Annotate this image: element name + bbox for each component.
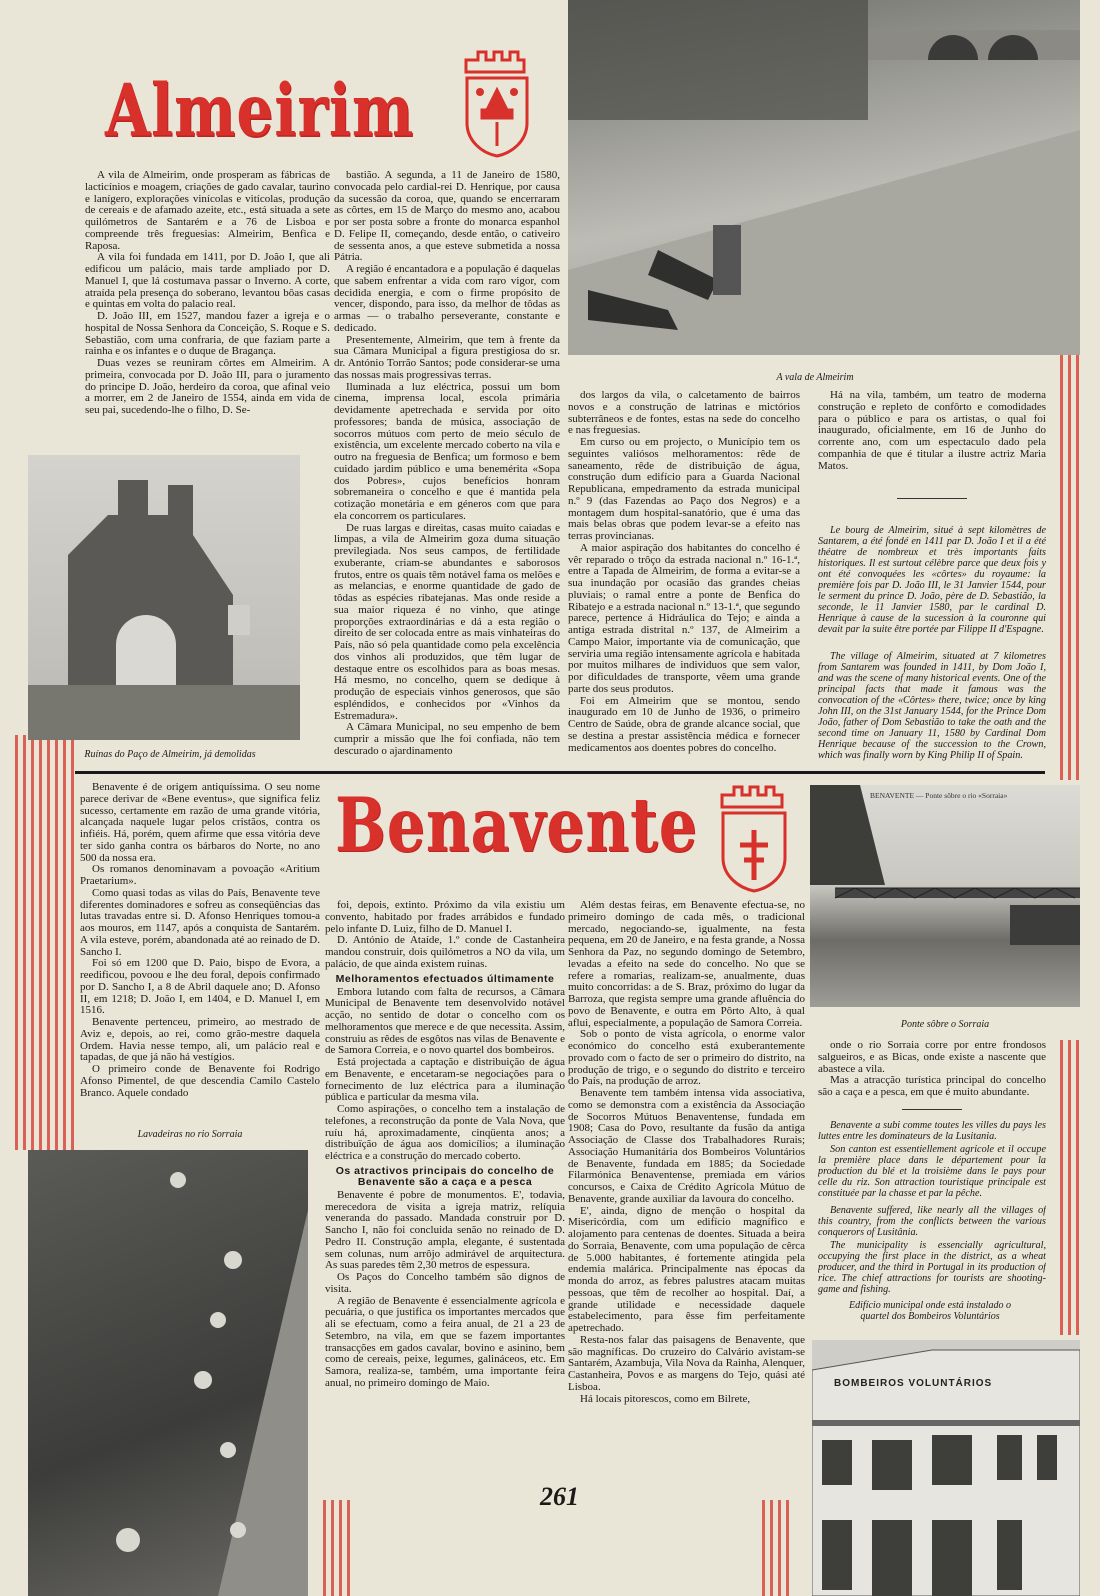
decorative-red-strip xyxy=(1060,355,1082,780)
caption-ruinas: Ruínas do Paço de Almeirim, já demolidas xyxy=(84,749,256,760)
paragraph: Presentemente, Almeirim, que tem à frente da sua Câmara Municipal a figura prestigiosa do sr. dr. António Torrão Santos; pode considerar-se uma das nossas mais progressivas terras. xyxy=(334,333,560,381)
paragraph: Há na vila, também, um teatro de moderna construção e repleto de confôrto e comodidades para o público e para os artistas, o qual foi inaugurado, oficialmente, em 16 de Junho do corrente ano, com um espectaculo dado pela companhia de que é titular a ilustre actriz Maria Matos. xyxy=(818,390,1046,472)
paragraph: Está projectada a captação e distribuição de água em Benavente, e encetaram-se negociações para o fornecimento de luz eléctrica para a iluminação pública e particular da mesma vila. xyxy=(325,1056,565,1104)
paragraph: De ruas largas e direitas, casas muito caiadas e limpas, a vila de Almeirim goza duma situação previlegiada. Nos seus campos, de fertilidade exuberante, criam-se abundantes e saborosos frutos, entre os quais têm notável fama os melões e as melancias, e enorme quantidade de gado de tôdas as espécies ribatejanas. Mas onde reside a sua maior riqueza é no vinho, que atinge proporções extraordinárias e dá a esta região o direito de ser colocada entre as mais vinhateiras do País, não só pela quantidade como pela excelência dos vinhos ali produzidos, que têm lugar de destaque entre os escolhidos para as boas mesas. Há mesmo, no concelho, quem se dedique à produção de especiais vinhos generosos, que são espléndidos, e conhecidos por «Vinhos da Estremadura». xyxy=(334,521,560,722)
photo-vala-de-almeirim xyxy=(568,0,1080,355)
paragraph: O primeiro conde de Benavente foi Rodrigo Afonso Pimentel, de que descendia Camilo Castelo Branco. Aquele condado xyxy=(80,1063,320,1099)
benavente-column-b xyxy=(325,900,565,1492)
english-text: The village of Almeirim, situated at 7 kilometres from Santarem was founded in 1411, by Dom João I, and was the scene of many historical events. One of the principal facts that made it famous was the convocation of the «Côrtes» there, twice; once by king John III, on the 31st January 1544, for the Prince Dom João, father of Dom Sebastião to take the oath and the second time on January 11, 1580 by Cardinal Dom Henrique because of the succession to the Crown, which was finally worn by King Philip II of Spain. xyxy=(818,651,1046,762)
paragraph: A maior aspiração dos habitantes do concelho é vêr reparado o trôço da estrada nacional n.º 16-1.ª, entre a Tapada de Almeirim, de forma a evitar-se a sua inundação por ocasião das grandes cheias pluviais; o ramal entre a ponte de Benfica do Ribatejo e a estrada nacional n.º 13-1.ª, que segundo parece, pertence á Hidráulica do Tejo; e ainda a antiga estrada distrital n.º 137, de Almeirim a Campo Maior, importante via de comunicação, que serviria uma região intensamente agrícola e habitada por muitos milhares de individuos que sem valor, por dificuldades de transporte, vêem uma grande parte dos seus produtos. xyxy=(568,541,800,695)
benavente-coat-of-arms-icon xyxy=(718,785,790,893)
paragraph: dos largos da vila, o calcetamento de bairros novos e a construção de latrinas e mictórios subterrâneos e de fontes, estas na sede do concelho e nas freguesias. xyxy=(568,390,800,437)
photo-header-text: BENAVENTE — Ponte sôbre o rio «Sorraia» xyxy=(870,791,1008,800)
decorative-red-strip xyxy=(1060,1040,1082,1335)
photo-ruinas-paco xyxy=(28,455,300,740)
almeirim-column-3 xyxy=(568,390,800,766)
almeirim-column-1 xyxy=(85,170,330,445)
paragraph: A vila foi fundada em 1411, por D. João I, que ali edificou um palácio, mais tarde ampliado por D. Manuel I, que lá costumava passar o Inverno. A corte, atraída pela presença do soberano, levantou bôas casas e quintas em volta do palacio real. xyxy=(85,251,330,311)
heading-atractivos: Os atractivos principais do concelho de Benavente são a caça e a pesca xyxy=(335,1164,555,1188)
paragraph: bastião. A segunda, a 11 de Janeiro de 1580, convocada pelo cardial-rei D. Henrique, por causa da sucessão da coroa, que, quando se encerraram as côrtes, em 15 de Março do mesmo ano, acabou por ser posta sobre a fronte do monarca espanhol D. Felipe II, começando, desde então, o cativeiro de sessenta anos, a que esteve submetida a nossa Pátria. xyxy=(334,170,560,264)
paragraph: A Câmara Municipal, no seu empenho de bem cumprir a missão que lhe foi confiada, não tem descurado o ajardinamento xyxy=(334,721,560,757)
caption-vala: A vala de Almeirim xyxy=(776,372,854,383)
french-summary xyxy=(818,525,1046,635)
melhoramentos-paragraphs xyxy=(325,987,565,1163)
caption-edificio: Edifício municipal onde está instalado o quartel dos Bombeiros Voluntários xyxy=(849,1300,1011,1322)
paragraph: Além destas feiras, em Benavente efectua-se, no primeiro domingo de cada mês, o tradicional mercado, negociando-se, igualmente, na festa pequena, em 20 de Janeiro, e na festa grande, a Nossa Senhora da Paz, no segundo domingo de Setembro, levadas a efeito na sede do concelho. No que se refere a romarias, realizam-se, anualmente, duas muito concorridas: a de S. Braz, próximo do lugar da Barroza, que regista sempre uma grande afluência do povo de Benavente, e outra em Pôrto Alto, à qual aflui, especialmente, a população de Samora Correia. xyxy=(568,900,805,1029)
convent-paragraphs xyxy=(325,900,565,971)
french-summary xyxy=(818,1120,1046,1199)
paragraph: Embora lutando com falta de recursos, a Câmara Municipal de Benavente tem desenvolvido notável acção, no sentido de dotar o concelho com os melhoramentos que merece e de que necessita. Assim, construiu as rêdes de esgôtos nas vilas de Benavente e de Samora Correia, e o novo quartel dos bombeiros. xyxy=(325,985,565,1057)
paragraph: Son canton est essentiellement agricole et il occupe la première place dans le département pour la production du blé et la troisième dans le pays pour celle du riz. Son attraction touristique principale est constituée par la chasse et par la pêche. xyxy=(818,1143,1046,1199)
french-text: Le bourg de Almeirim, situé à sept kilomètres de Santarem, a été fondé en 1411 par D. João I et il a été théatre de nombreux et très importants faits historiques. Il est surtout célèbre parce que deux fois y ont été convoquées les «côrtes» du royaume: la première fois par D. João III, le 31 Janvier 1544, pour le serment du prince D. João, père de D. Sebastião, la seconde, le 11 Janvier 1580, par le cardinal D. Henrique à cause de la sucession à la couronne qui devait par la suite être portée par Filippe II d'Espagne. xyxy=(818,525,1046,636)
paragraph: Há locais pitorescos, como em Bilrete, xyxy=(580,1392,751,1405)
paragraph: onde o rio Sorraia corre por entre frondosos salgueiros, e as Bicas, onde existe a nascente que abastece a vila. xyxy=(818,1040,1046,1075)
benavente-column-c xyxy=(568,900,805,1492)
paragraph: Benavente a subi comme toutes les villes du pays les luttes entre les dominateurs de la Lusitania. xyxy=(818,1119,1046,1142)
turismo-paragraphs xyxy=(818,1040,1046,1099)
decorative-red-strip xyxy=(762,1500,794,1596)
heading-melhoramentos: Melhoramentos efectuados últimamente xyxy=(335,972,555,985)
caption-lavadeiras: Lavadeiras no rio Sorraia xyxy=(137,1129,243,1140)
english-summary xyxy=(818,1205,1046,1295)
paragraph: Mas a atracção turística principal do concelho são a caça e a pesca, em que é muito abundante. xyxy=(818,1074,1046,1098)
paragraph: Benavente suffered, like nearly all the villages of this country, from the conflicts between the various conquerors of Lusitânia. xyxy=(818,1204,1046,1238)
paragraph: Benavente tem também intensa vida associativa, como se demonstra com a existência da Associação de Socorros Mútuos Benaventense, fundada em 1908; Casa do Povo, resultante da fusão da antiga Associação de Classe dos Trabalhadores Rurais; Associação Humanitária dos Bombeiros Voluntários de Benavente, fundada em 1885; da Sociedade Filarmónica Benaventense, premiada em vários concursos, e Caixa de Crédito Agrícola Mútuo de Benavente, grande auxiliar da lavoura do concelho. xyxy=(568,1087,805,1205)
paragraph: Foi em Almeirim que se montou, sendo inaugurado em 10 de Junho de 1936, o primeiro Centro de Saúde, obra de grande alcance social, que se destina a prestar assistência médica e fornecer medicamentos aos doentes pobres do concelho. xyxy=(568,694,800,754)
caption-ponte: Ponte sôbre o Sorraia xyxy=(900,1019,990,1030)
divider xyxy=(902,1109,962,1110)
almeirim-coat-of-arms-icon xyxy=(462,50,532,158)
paragraph: Como quasi todas as vilas do País, Benavente teve diferentes dominadores e sofreu as conseqüências das lutas travadas entre si. D. Afonso Henriques tomou-a aos mouros, em 1147, após a conquista de Santarém. A vila esteve, porém, abandonada até ao reinado de D. Sancho I. xyxy=(80,886,320,958)
paragraph: A vila de Almeirim, onde prosperam as fábricas de lacticínios e moagem, criações de gado cavalar, taurino e lanígero, explorações vinícolas e vitícolas, produção de cereais e de afamado azeite, etc., está situada a sete quilómetros de Santarém e a 76 de Lisboa e compreende três freguesias: Almeirim, Benfica e Raposa. xyxy=(85,170,330,252)
section-divider xyxy=(75,771,1045,774)
paragraph: Foi só em 1200 que D. Paio, bispo de Evora, a reedificou, povoou e lhe deu foral, depois confirmado por D. Sancho I, a 8 de Abril daquele ano; D. Afonso II, em 1218; D. João I, em 1404, e D. Manuel I, em 1516. xyxy=(80,957,320,1017)
benavente-title: Benavente xyxy=(335,782,698,870)
paragraph: Benavente é de origem antiquíssima. O seu nome parece derivar de «Bene eventus», que significa feliz sucesso, certamente em razão de uma grande vitória, alcançada naquele lugar pelos cristãos, contra os infiéis. Há, porém, quem afirme que essa vitória deve ter sido ganha contra os bárbaros do Norte, no ano 500 da nossa era. xyxy=(80,782,320,864)
english-summary xyxy=(818,651,1046,761)
bridge-image xyxy=(810,785,1080,1007)
paragraph: Os Paços do Concelho também são dignos de visita. xyxy=(325,1271,565,1295)
paragraph: Iluminada a luz eléctrica, possui um bom cinema, imprensa local, escola primária devidamente apetrechada e servida por oito professores; banda de música, associação de socorros mútuos com perto de meio século de existência, um excelente mercado coberto na vila e outro na freguesia de Benfica; um formoso e bem cuidado jardim público e uma benemérita «Sopa dos Pobres», cujos benefícios honram sobremaneira o concelho e que é mantida pela cotização monetária e em géneros com que para ela concorrem os particulares. xyxy=(334,380,560,522)
paragraph: Duas vezes se reuniram côrtes em Almeirim. A primeira, convocada por D. João III, para o juramento do principe D. João, herdeiro da coroa, que afinal veio a morrer, em 2 de Janeiro de 1554, ainda em vida de seu pai, sucedendo-lhe o filho, D. Se- xyxy=(85,357,330,416)
paragraph: A região é encantadora e a população é daquelas que sabem enfrentar a vida com raro vigor, com decidida energia, e com o firme propósito de vencer, dispondo, para isso, da melhor de tôdas as armas — o trabalho perseverante, constante e dedicado. xyxy=(334,263,560,334)
paragraph: Benavente pertenceu, primeiro, ao mestrado de Aviz e, depois, ao rei, como grão-mestre daquela Ordem. Havia nesse tempo, ali, um palácio real e tapadas, de que já não há vestígios. xyxy=(80,1016,320,1064)
river-scene-image xyxy=(568,0,1080,355)
benavente-column-a xyxy=(80,782,320,1120)
paragraph: E', ainda, digno de menção o hospital da Misericórdia, com um edifício magnífico e alojamento para centenas de doentes. Situada a beira do Sorraia, Benavente, com uma população de cêrca de 5.000 habitantes, é fortemente atingida pela endemia malárica. Principalmente nas épocas da monda do arroz, as febres palustres atacam muitas pessoas, que têm de recolher ao hospital. Daí, a grande utilidade e necessidade daquele estabelecimento, para êsse fim perfeitamente apetrechado. xyxy=(568,1204,805,1334)
paragraph: Benavente é pobre de monumentos. E', todavia, merecedora de visita a igreja matriz, relíquia veneranda do passado. Mandada construir por D. Sancho I, não foi concluida senão no reinado de D. Pedro II. Construção ampla, elegante, é sustentada sem colunas, num arrôjo admirável de arquitectura. As suas paredes têm 2,30 metros de espessura. xyxy=(325,1188,565,1272)
benavente-column-d xyxy=(818,1040,1046,1300)
almeirim-title: Almeirim xyxy=(105,68,415,153)
divider xyxy=(897,498,967,499)
paragraph: A região de Benavente é essencialmente agrícola e pecuária, o que justifica os importantes mercados que ali se efectuam, como a feira anual, de 21 a 23 de Setembro, na vila, em que se fazem importantes transacções em gados cavalar, bovino e asinino, bem como de cereais, peixe, legumes, galináceos, etc. Em Samora, realiza-se, também, uma importante feira anual, no primeiro domingo de Maio. xyxy=(325,1294,565,1389)
paragraph: Os romanos denominavam a povoação «Aritium Praetarium». xyxy=(80,863,320,887)
almeirim-column-2 xyxy=(334,170,560,768)
ruins-image xyxy=(28,455,300,740)
paragraph: Resta-nos falar das paisagens de Benavente, que são magníficas. Do cruzeiro do Calvário avistam-se Santarém, Azambuja, Vila Nova da Rainha, Alenquer, Castanheira, Povos e as margens do Tejo, quási até Lisboa. xyxy=(568,1333,805,1393)
photo-quartel-bombeiros xyxy=(812,1340,1080,1596)
paragraph: D. João III, em 1527, mandou fazer a igreja e o hospital de Nossa Senhora da Conceição, S. Roque e S. Sebastião, com uma confraria, de que faziam parte a rainha e os infantes e o duque de Bragança. xyxy=(85,310,330,358)
teatro-paragraph xyxy=(818,390,1046,472)
page-number: 261 xyxy=(540,1482,579,1511)
washerwomen-image xyxy=(28,1150,308,1596)
paragraph: D. António de Ataíde, 1.º conde de Castanheira mandou construir, dois quilómetros a NO da vila, um palácio, de que ainda existem ruinas. xyxy=(325,934,565,970)
photo-ponte-sorraia xyxy=(810,785,1080,1007)
photo-lavadeiras xyxy=(28,1150,308,1596)
decorative-red-strip xyxy=(15,735,75,1150)
paragraph: Sob o ponto de vista agrícola, o enorme valor económico do concelho está exuberantemente provado com o facto de ser o primeiro do distrito, na produção de trigo, e o segundo do distrito e terceiro do País, na produção de arroz. xyxy=(568,1028,805,1088)
paragraph: Como aspirações, o concelho tem a instalação de telefones, a reconstrução da ponte de Vala Nova, que ruíu há, aproximadamente, cinqüenta anos; a distribuïção de água aos domicílios; a iluminação eléctrica e a construção do mercado coberto. xyxy=(325,1103,565,1162)
paragraph: foi, depois, extinto. Próximo da vila existiu um convento, habitado por frades arrábidos e fundado pelo infante D. Luiz, filho de D. Manuel I. xyxy=(325,900,565,935)
almeirim-column-4 xyxy=(818,390,1046,765)
paragraph: The municipality is essencially agricultural, occupying the first place in the district, as a wheat producer, and the third in Portugal in its production of rice. The chief attractions for tourists are shooting-game and fishing. xyxy=(818,1239,1046,1295)
decorative-red-strip xyxy=(323,1500,355,1596)
paragraph: Em curso ou em projecto, o Município tem os seguintes valiósos melhoramentos: rêde de saneamento, rêde de distribuição de água, construção dum edifício para a Guarda Nacional Republicana, empedramento da estrada municipal n.º 9 (das Fazendas ao Paço dos Negros) e a montagem dum hospital-sanatório, que é uma das mais belas obras que podem levar-se a efeito nas terras provincianas. xyxy=(568,436,800,542)
atractivos-paragraphs xyxy=(325,1190,565,1390)
building-sign: BOMBEIROS VOLUNTÁRIOS xyxy=(834,1378,993,1389)
